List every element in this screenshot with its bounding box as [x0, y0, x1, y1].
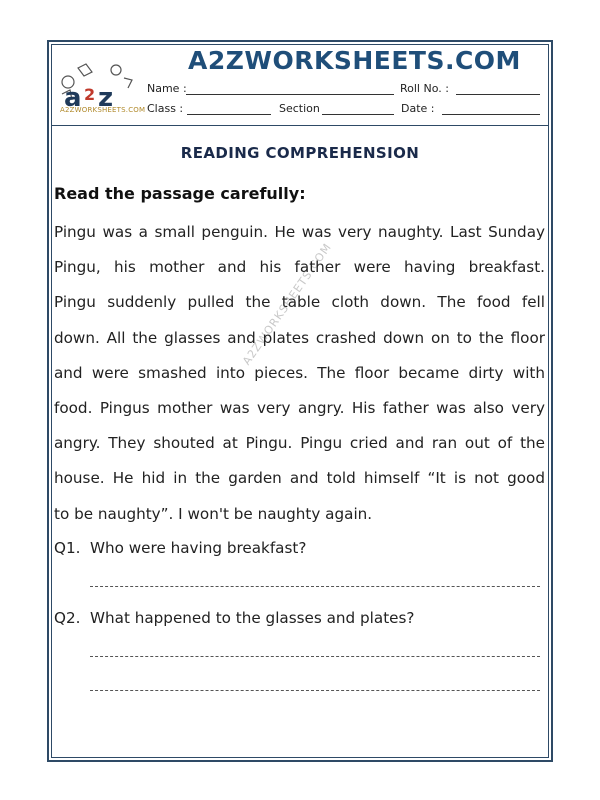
section-label: Section [279, 102, 320, 115]
passage-line: Pingu, his mother and his father were having breakfast. [54, 258, 545, 276]
question-text: Who were having breakfast? [90, 539, 307, 557]
svg-text:2: 2 [84, 85, 96, 104]
date-label: Date : [401, 102, 435, 115]
date-field-line[interactable] [442, 114, 540, 115]
question-text: What happened to the glasses and plates? [90, 609, 415, 627]
worksheet-title: READING COMPREHENSION [180, 144, 420, 162]
passage-line: Pingu was a small penguin. He was very naughty. Last Sunday [54, 223, 545, 241]
site-title: A2ZWORKSHEETS.COM [188, 46, 521, 75]
logo-subtext: A2ZWORKSHEETS.COM [60, 106, 146, 114]
watermark: A2ZWORKSHEETS.COM [240, 240, 335, 368]
class-field-line[interactable] [187, 114, 271, 115]
passage-line: house. He hid in the garden and told himself “It is not good [54, 469, 545, 487]
section-field-line[interactable] [322, 114, 394, 115]
passage-line: Pingu suddenly pulled the table cloth down. The food fell [54, 293, 545, 311]
passage-line: to be naughty”. I won't be naughty again. [54, 505, 373, 523]
instruction-text: Read the passage carefully: [54, 184, 306, 203]
header-divider [51, 125, 549, 126]
name-field-line[interactable] [186, 94, 394, 95]
question-number: Q1. [54, 539, 81, 557]
question-number: Q2. [54, 609, 81, 627]
name-label: Name : [147, 82, 187, 95]
passage-line: angry. They shouted at Pingu. Pingu cried and ran out of the [54, 434, 545, 452]
answer-line[interactable] [90, 586, 540, 587]
passage-line: food. Pingus mother was very angry. His father was also very [54, 399, 545, 417]
class-label: Class : [147, 102, 184, 115]
svg-text:z: z [98, 83, 114, 113]
answer-line[interactable] [90, 690, 540, 691]
roll-label: Roll No. : [400, 82, 449, 95]
passage-line: down. All the glasses and plates crashed down on to the floor [54, 329, 545, 347]
answer-line[interactable] [90, 656, 540, 657]
roll-field-line[interactable] [456, 94, 540, 95]
svg-text:a: a [64, 83, 82, 113]
passage-line: and were smashed into pieces. The floor became dirty with [54, 364, 545, 382]
